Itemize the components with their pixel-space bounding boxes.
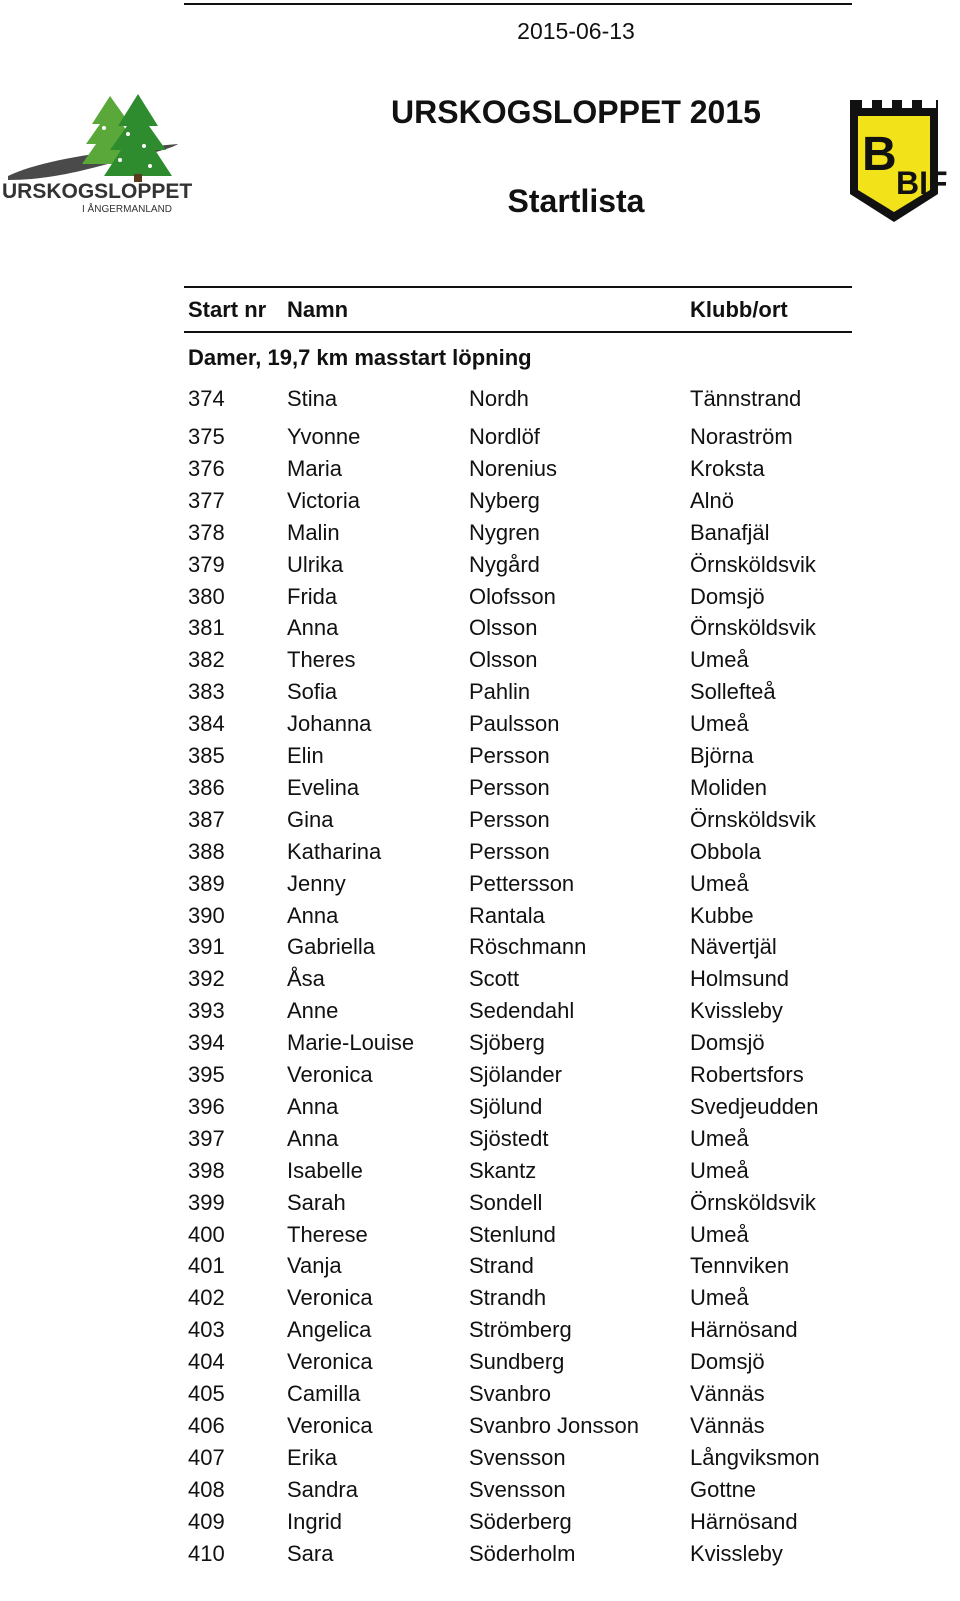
start-number: 374 (188, 386, 225, 411)
first-name: Gabriella (287, 934, 376, 959)
document-date: 2015-06-13 (517, 18, 635, 44)
start-number: 402 (188, 1285, 225, 1310)
first-name: Anna (287, 615, 339, 640)
club-name: Alnö (690, 488, 735, 513)
last-name: Röschmann (469, 934, 587, 959)
start-number: 405 (188, 1381, 225, 1406)
club-name: Örnsköldsvik (690, 1190, 816, 1215)
club-name: Örnsköldsvik (690, 552, 816, 577)
last-name: Norenius (469, 456, 558, 481)
first-name: Angelica (287, 1317, 372, 1342)
club-name: Vännäs (690, 1381, 765, 1406)
start-number: 375 (188, 424, 225, 449)
last-name: Nygård (469, 552, 540, 577)
club-name: Nävertjäl (690, 934, 777, 959)
first-name: Victoria (287, 488, 360, 513)
club-name: Umeå (690, 1158, 749, 1183)
start-number: 404 (188, 1349, 225, 1374)
first-name: Camilla (287, 1381, 361, 1406)
start-number: 406 (188, 1413, 225, 1438)
start-number: 401 (188, 1253, 225, 1278)
start-number: 399 (188, 1190, 225, 1215)
list-row (0, 1092, 960, 1122)
list-row (0, 582, 960, 612)
start-number: 390 (188, 903, 225, 928)
list-row (0, 384, 960, 414)
last-name: Nyberg (469, 488, 540, 513)
list-row (0, 837, 960, 867)
start-number: 389 (188, 871, 225, 896)
list-row (0, 741, 960, 771)
club-name: Obbola (690, 839, 761, 864)
club-name: Umeå (690, 711, 749, 736)
club-name: Noraström (690, 424, 793, 449)
first-name: Ulrika (287, 552, 344, 577)
start-number: 378 (188, 520, 225, 545)
list-row (0, 964, 960, 994)
first-name: Marie-Louise (287, 1030, 415, 1055)
page-title: URSKOGSLOPPET 2015 (391, 94, 761, 130)
last-name: Olsson (469, 615, 538, 640)
first-name: Anna (287, 1126, 339, 1151)
list-row (0, 1251, 960, 1281)
logo-left-subtext: I ÅNGERMANLAND (82, 204, 173, 215)
logo-right-text: BIF (896, 165, 948, 201)
start-number: 407 (188, 1445, 225, 1470)
club-name: Umeå (690, 1222, 749, 1247)
start-number: 379 (188, 552, 225, 577)
first-name: Erika (287, 1445, 338, 1470)
list-row (0, 869, 960, 899)
club-name: Gottne (690, 1477, 757, 1502)
club-name: Robertsfors (690, 1062, 804, 1087)
club-name: Långviksmon (690, 1445, 820, 1470)
first-name: Ingrid (287, 1509, 343, 1534)
start-number: 380 (188, 584, 225, 609)
first-name: Anna (287, 903, 339, 928)
club-name: Örnsköldsvik (690, 807, 816, 832)
last-name: Nordlöf (469, 424, 540, 449)
start-number: 385 (188, 743, 225, 768)
list-row (0, 1475, 960, 1505)
start-number: 391 (188, 934, 225, 959)
last-name: Olofsson (469, 584, 556, 609)
club-name: Umeå (690, 1285, 749, 1310)
last-name: Strömberg (469, 1317, 572, 1342)
club-name: Kubbe (690, 903, 754, 928)
list-row (0, 1347, 960, 1377)
club-name: Domsjö (690, 1349, 765, 1374)
first-name: Malin (287, 520, 340, 545)
list-row (0, 1060, 960, 1090)
start-number: 409 (188, 1509, 225, 1534)
last-name: Sjöstedt (469, 1126, 549, 1151)
last-name: Svanbro (469, 1381, 551, 1406)
list-row (0, 677, 960, 707)
last-name: Sedendahl (469, 998, 575, 1023)
section-title: Damer, 19,7 km masstart löpning (188, 345, 532, 370)
start-number: 394 (188, 1030, 225, 1055)
first-name: Vanja (287, 1253, 342, 1278)
start-number: 376 (188, 456, 225, 481)
last-name: Persson (469, 743, 550, 768)
start-number: 384 (188, 711, 225, 736)
first-name: Sara (287, 1541, 334, 1566)
list-row (0, 550, 960, 580)
first-name: Johanna (287, 711, 372, 736)
list-row (0, 613, 960, 643)
list-row (0, 1539, 960, 1569)
list-row (0, 1315, 960, 1345)
list-row (0, 422, 960, 452)
first-name: Anne (287, 998, 339, 1023)
club-name: Sollefteå (690, 679, 776, 704)
list-row (0, 1220, 960, 1250)
last-name: Scott (469, 966, 520, 991)
start-number: 387 (188, 807, 225, 832)
start-number: 382 (188, 647, 225, 672)
list-row (0, 486, 960, 516)
column-header-name: Namn (287, 297, 349, 322)
first-name: Gina (287, 807, 334, 832)
first-name: Theres (287, 647, 356, 672)
list-row (0, 1443, 960, 1473)
start-number: 408 (188, 1477, 225, 1502)
list-row (0, 1283, 960, 1313)
start-number: 395 (188, 1062, 225, 1087)
start-number: 392 (188, 966, 225, 991)
club-name: Tännstrand (690, 386, 802, 411)
start-number: 377 (188, 488, 225, 513)
list-row (0, 1124, 960, 1154)
club-name: Härnösand (690, 1509, 798, 1534)
last-name: Sjölander (469, 1062, 562, 1087)
start-number: 403 (188, 1317, 225, 1342)
list-row (0, 805, 960, 835)
list-row (0, 1411, 960, 1441)
list-row (0, 1156, 960, 1186)
club-name: Domsjö (690, 584, 765, 609)
last-name: Skantz (469, 1158, 537, 1183)
last-name: Svensson (469, 1445, 566, 1470)
list-row (0, 1028, 960, 1058)
list-row (0, 518, 960, 548)
last-name: Paulsson (469, 711, 560, 736)
last-name: Sjöberg (469, 1030, 545, 1055)
start-number: 393 (188, 998, 225, 1023)
last-name: Strand (469, 1253, 534, 1278)
club-name: Vännäs (690, 1413, 765, 1438)
start-number: 400 (188, 1222, 225, 1247)
club-name: Umeå (690, 871, 749, 896)
last-name: Söderberg (469, 1509, 572, 1534)
club-name: Holmsund (690, 966, 790, 991)
list-row (0, 901, 960, 931)
club-name: Moliden (690, 775, 768, 800)
last-name: Stenlund (469, 1222, 556, 1247)
list-row (0, 1507, 960, 1537)
first-name: Frida (287, 584, 338, 609)
club-name: Tennviken (690, 1253, 790, 1278)
first-name: Veronica (287, 1413, 373, 1438)
list-row (0, 773, 960, 803)
club-name: Svedjeudden (690, 1094, 819, 1119)
last-name: Svanbro Jonsson (469, 1413, 639, 1438)
last-name: Pahlin (469, 679, 531, 704)
first-name: Maria (287, 456, 343, 481)
last-name: Svensson (469, 1477, 566, 1502)
first-name: Sarah (287, 1190, 346, 1215)
start-number: 397 (188, 1126, 225, 1151)
club-name: Umeå (690, 647, 749, 672)
first-name: Jenny (287, 871, 346, 896)
svg-text:B: B (862, 128, 897, 181)
first-name: Isabelle (287, 1158, 363, 1183)
last-name: Persson (469, 775, 550, 800)
first-name: Anna (287, 1094, 339, 1119)
last-name: Persson (469, 839, 550, 864)
first-name: Yvonne (287, 424, 361, 449)
club-name: Umeå (690, 1126, 749, 1151)
column-header-start-nr: Start nr (188, 297, 267, 322)
first-name: Katharina (287, 839, 382, 864)
last-name: Nygren (469, 520, 540, 545)
start-number: 386 (188, 775, 225, 800)
last-name: Strandh (469, 1285, 547, 1310)
first-name: Veronica (287, 1285, 373, 1310)
club-name: Kvissleby (690, 998, 783, 1023)
last-name: Pettersson (469, 871, 575, 896)
club-name: Domsjö (690, 1030, 765, 1055)
last-name: Söderholm (469, 1541, 576, 1566)
first-name: Stina (287, 386, 338, 411)
list-row (0, 996, 960, 1026)
list-row (0, 709, 960, 739)
last-name: Nordh (469, 386, 529, 411)
list-row (0, 1188, 960, 1218)
last-name: Olsson (469, 647, 538, 672)
last-name: Sundberg (469, 1349, 565, 1374)
last-name: Rantala (469, 903, 545, 928)
last-name: Sondell (469, 1190, 543, 1215)
first-name: Åsa (287, 966, 325, 991)
list-row (0, 454, 960, 484)
first-name: Elin (287, 743, 324, 768)
start-number: 383 (188, 679, 225, 704)
last-name: Persson (469, 807, 550, 832)
club-name: Örnsköldsvik (690, 615, 816, 640)
club-name: Härnösand (690, 1317, 798, 1342)
first-name: Veronica (287, 1062, 373, 1087)
club-name: Kvissleby (690, 1541, 783, 1566)
list-row (0, 932, 960, 962)
start-number: 381 (188, 615, 225, 640)
first-name: Sandra (287, 1477, 358, 1502)
page-subtitle: Startlista (507, 183, 645, 219)
start-number: 410 (188, 1541, 225, 1566)
start-number: 398 (188, 1158, 225, 1183)
first-name: Veronica (287, 1349, 373, 1374)
club-name: Kroksta (690, 456, 765, 481)
first-name: Therese (287, 1222, 368, 1247)
first-name: Sofia (287, 679, 338, 704)
logo-left-text: URSKOGSLOPPET (2, 180, 193, 203)
start-number: 388 (188, 839, 225, 864)
club-name: Björna (690, 743, 754, 768)
last-name: Sjölund (469, 1094, 543, 1119)
start-number: 396 (188, 1094, 225, 1119)
list-row (0, 1379, 960, 1409)
first-name: Evelina (287, 775, 360, 800)
column-header-club: Klubb/ort (690, 297, 788, 322)
club-name: Banafjäl (690, 520, 770, 545)
list-row (0, 645, 960, 675)
